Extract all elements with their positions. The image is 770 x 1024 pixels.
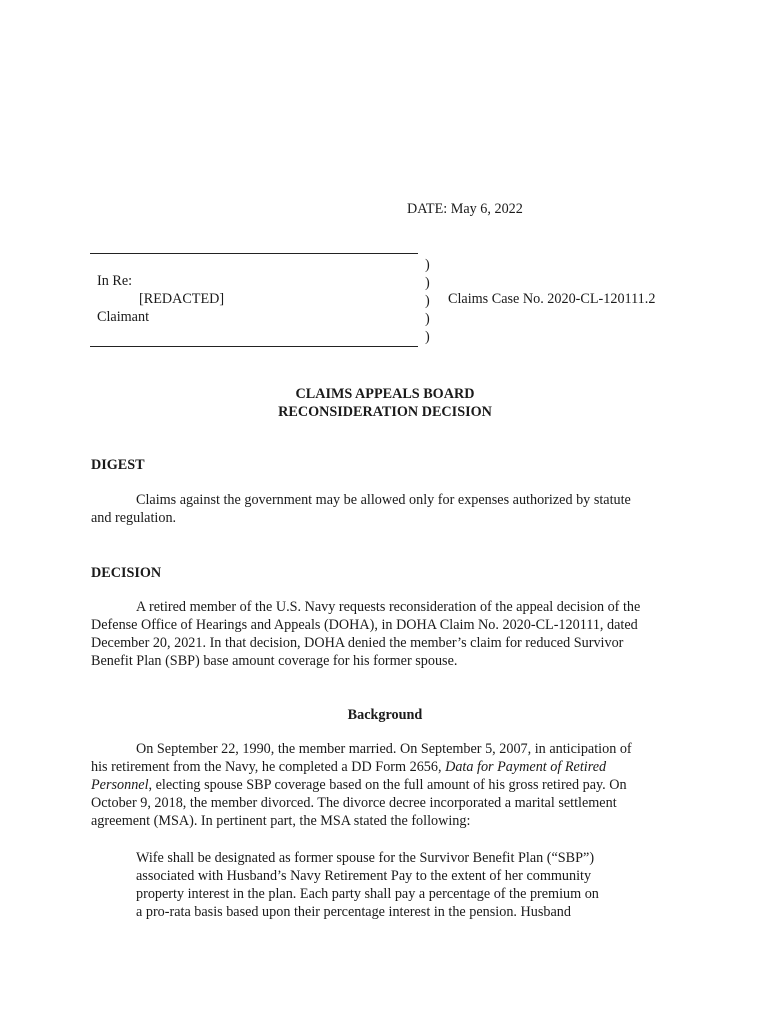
text-line: Benefit Plan (SBP) base amount coverage for his former spouse. [91,653,458,669]
decision-heading: DECISION [91,565,162,581]
text-line: and regulation. [91,510,177,526]
document-date: DATE: May 6, 2022 [407,201,523,217]
text-line: On September 22, 1990, the member married. On September 5, 2007, in anticipation of [136,741,632,757]
background-paragraph [91,740,683,830]
quote-line: associated with Husband’s Navy Retirement Pay to the extent of her community [136,868,592,884]
paren: ) [425,311,430,327]
text-line: Claims against the government may be allowed only for expenses authorized by statute [136,492,631,508]
decision-type-title: RECONSIDERATION DECISION [278,404,492,420]
text-line: Defense Office of Hearings and Appeals (DOHA), in DOHA Claim No. 2020-CL-120111, dated [91,617,638,633]
digest-paragraph [91,491,683,527]
text-run: his retirement from the Navy, he completed a DD Form 2656, [91,759,446,775]
paren: ) [425,257,430,273]
msa-block-quote [136,849,599,921]
text-line: agreement (MSA). In pertinent part, the MSA stated the following: [91,813,471,829]
background-heading: Background [347,707,423,723]
caption-top-rule [90,253,418,254]
text-line [91,758,683,776]
board-title: CLAIMS APPEALS BOARD [295,386,475,402]
paren: ) [425,293,430,309]
decision-paragraph [91,598,683,670]
caption-in-re: In Re: [97,273,133,289]
case-number: Claims Case No. 2020-CL-120111.2 [448,291,656,307]
text-line [91,776,683,794]
text-line: October 9, 2018, the member divorced. The divorce decree incorporated a marital settlement [91,795,617,811]
caption-party-name: [REDACTED] [139,291,225,307]
text-line: December 20, 2021. In that decision, DOHA denied the member’s claim for reduced Survivor [91,635,624,651]
quote-line: Wife shall be designated as former spouse for the Survivor Benefit Plan (“SBP”) [136,850,595,866]
quote-line: a pro-rata basis based upon their percentage interest in the pension. Husband [136,904,571,920]
caption-role: Claimant [97,309,150,325]
paren: ) [425,329,430,345]
caption-parentheses [425,256,437,346]
form-title-italic: Personnel [91,777,149,793]
quote-line: property interest in the plan. Each party shall pay a percentage of the premium on [136,886,599,902]
form-title-italic: Data for Payment of Retired [445,759,607,775]
caption-bottom-rule [90,346,418,347]
digest-heading: DIGEST [91,457,145,473]
text-line: A retired member of the U.S. Navy requests reconsideration of the appeal decision of the [136,599,641,615]
text-run: , electing spouse SBP coverage based on the full amount of his gross retired pay. On [148,777,627,793]
paren: ) [425,275,430,291]
